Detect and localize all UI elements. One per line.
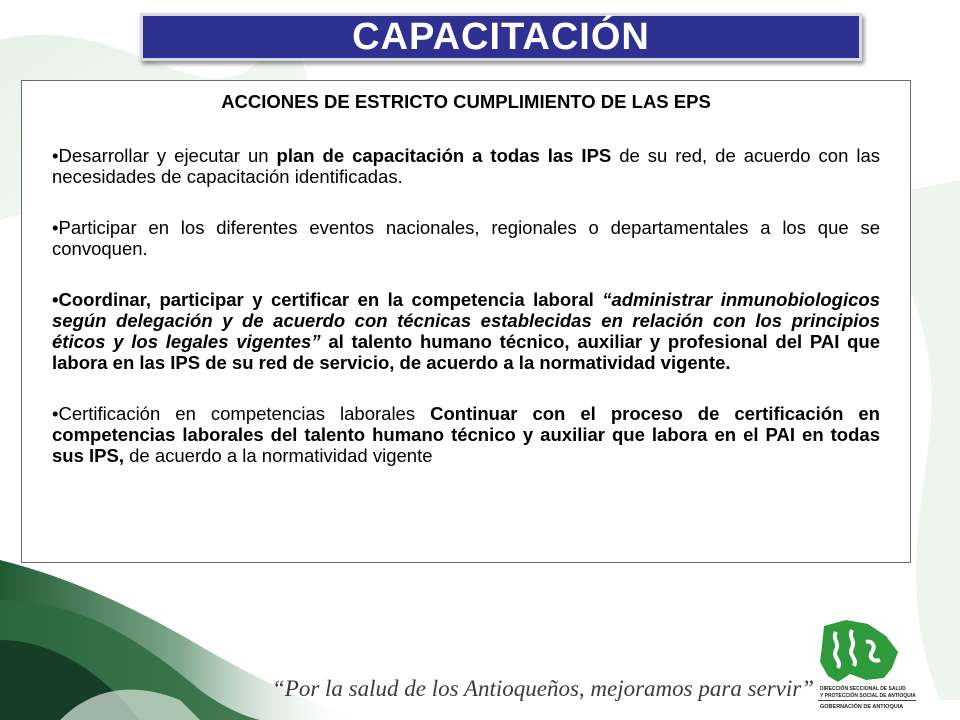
bullet-text: •Desarrollar y ejecutar un — [52, 145, 277, 166]
bullet-text-bold-italic: “administrar inmunobiologicos según delegación y de acuerdo con técnicas establecidas en relación con los principios éticos y los legales vigentes” — [52, 289, 880, 352]
logo-line-2: Y PROTECCIÓN SOCIAL DE ANTIOQUIA — [820, 693, 916, 699]
bullet-text: de su red, de acuerdo con las necesidades de capacitación identificadas. — [52, 145, 881, 187]
title-banner — [140, 13, 862, 61]
bullet-item-2 — [52, 217, 880, 259]
bullet-item-3 — [52, 289, 880, 373]
dssa-antioquia-map-logo-icon — [806, 618, 926, 718]
bullet-text: •Certificación en competencias laborales — [52, 403, 431, 424]
logo-line-3: GOBERNACIÓN DE ANTIOQUIA — [820, 704, 904, 710]
logo-divider — [818, 700, 916, 701]
content-panel — [21, 80, 911, 563]
bullet-text-bold: plan de capacitación a todas las IPS — [276, 145, 612, 166]
bullet-text-bold: al talento humano técnico, auxiliar y profesional del PAI que labora en las IPS de su red de servicio, de acuerdo a la normatividad vigente. — [52, 331, 881, 373]
bullet-text-bold: Continuar con el proceso de certificación en competencias laborales del talento humano técnico y auxiliar que labora en el PAI en todas sus IPS, — [52, 403, 880, 466]
bullet-text: •Participar en los diferentes eventos nacionales, regionales o departamentales a los que se convoquen. — [52, 217, 880, 259]
bullet-text: de acuerdo a la normatividad vigente — [123, 445, 433, 466]
bullet-item-1 — [52, 145, 880, 187]
logo-line-1: DIRECCIÓN SECCIONAL DE SALUD — [820, 686, 906, 692]
page-title: CAPACITACIÓN — [352, 15, 650, 58]
section-heading: ACCIONES DE ESTRICTO CUMPLIMIENTO DE LAS EPS — [221, 91, 711, 112]
bullet-text-bold: •Coordinar, participar y certificar en la competencia laboral — [52, 289, 603, 310]
bullet-item-4 — [52, 403, 880, 466]
slogan: “Por la salud de los Antioqueños, mejoramos para servir” — [272, 676, 815, 701]
